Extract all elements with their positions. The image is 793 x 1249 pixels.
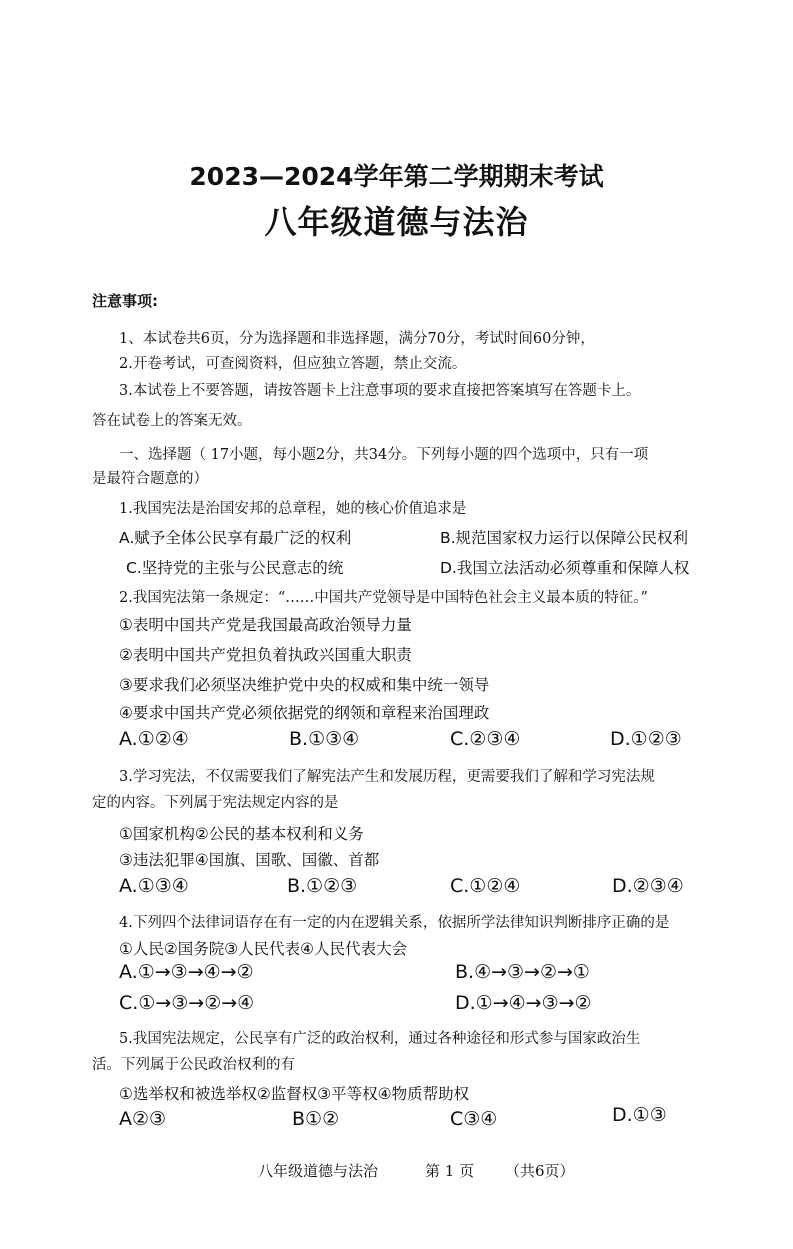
q1-option-a: A.赋予全体公民享有最广泛的权利 — [119, 529, 352, 547]
footer-page-number: 第 1 页 — [425, 1162, 475, 1180]
q4-option-c: C.①→③→②→④ — [119, 992, 255, 1014]
q5-option-b: B①② — [292, 1108, 340, 1130]
q3-option-a: A.①③④ — [119, 875, 189, 897]
q4-option-b: B.④→③→②→① — [455, 961, 590, 983]
q2-option-c: C.②③④ — [450, 728, 521, 750]
q2-item: ②表明中国共产党担负着执政兴国重大职责 — [119, 646, 412, 664]
q2-option-b: B.①③④ — [289, 728, 360, 750]
q3-option-d: D.②③④ — [612, 875, 684, 897]
footer-subject: 八年级道德与法治 — [258, 1162, 379, 1180]
notice-item: 1、本试卷共6页，分为选择题和非选择题，满分70分，考试时间60分钟， — [119, 331, 595, 347]
q3-option-c: C.①②④ — [450, 875, 521, 897]
question-1-stem: 1.我国宪法是治国安邦的总章程，她的核心价值追求是 — [119, 501, 467, 517]
notice-item: 答在试卷上的答案无效。 — [92, 413, 252, 429]
footer-total-pages: （共6页） — [505, 1162, 575, 1180]
q5-option-a: A②③ — [119, 1108, 167, 1130]
q3-item: ①国家机构②公民的基本权利和义务 — [119, 825, 364, 843]
q2-item: ③要求我们必须坚决维护党中央的权威和集中统一领导 — [119, 676, 490, 694]
q5-option-d: D.①③ — [612, 1104, 667, 1126]
notice-item: 2.开卷考试，可查阅资料，但应独立答题，禁止交流。 — [119, 356, 467, 372]
notice-item: 3.本试卷上不要答题，请按答题卡上注意事项的要求直接把答案填写在答题卡上。 — [119, 383, 641, 399]
q3-item: ③违法犯罪④国旗、国歌、国徽、首都 — [119, 851, 380, 869]
q1-option-b: B.规范国家权力运行以保障公民权利 — [440, 529, 689, 547]
q5-option-c: C③④ — [450, 1108, 498, 1130]
q2-item: ④要求中国共产党必须依据党的纲领和章程来治国理政 — [119, 704, 490, 722]
question-5-stem: 5.我国宪法规定，公民享有广泛的政治权利，通过各种途径和形式参与国家政治生 — [119, 1031, 641, 1047]
q2-item: ①表明中国共产党是我国最高政治领导力量 — [119, 616, 412, 634]
q4-items: ①人民②国务院③人民代表④人民代表大会 — [119, 940, 408, 958]
q2-option-a: A.①②④ — [119, 728, 189, 750]
subject-title: 八年级道德与法治 — [264, 203, 529, 241]
section-heading: 一、选择题（ 17小题，每小题2分，共34分。下列每小题的四个选项中，只有一项 — [119, 447, 649, 463]
q5-items: ①选举权和被选举权②监督权③平等权④物质帮助权 — [119, 1085, 470, 1103]
question-5-stem-cont: 活。下列属于公民政治权利的有 — [92, 1057, 295, 1073]
question-4-stem: 4.下列四个法律词语存在有一定的内在逻辑关系，依据所学法律知识判断排序正确的是 — [119, 915, 670, 931]
q3-option-b: B.①②③ — [287, 875, 358, 897]
q4-option-d: D.①→④→③→② — [455, 992, 592, 1014]
question-3-stem: 3.学习宪法，不仅需要我们了解宪法产生和发展历程，更需要我们了解和学习宪法规 — [119, 769, 655, 785]
q1-option-d: D.我国立法活动必须尊重和保障人权 — [440, 559, 690, 577]
q2-option-d: D.①②③ — [610, 728, 682, 750]
q4-option-a: A.①→③→④→② — [119, 961, 254, 983]
question-2-stem: 2.我国宪法第一条规定：“……中国共产党领导是中国特色社会主义最本质的特征。” — [119, 590, 648, 606]
exam-title: 2023—2024学年第二学期期末考试 — [189, 162, 604, 191]
question-3-stem-cont: 定的内容。下列属于宪法规定内容的是 — [92, 795, 339, 811]
notice-heading: 注意事项: — [92, 292, 158, 310]
section-heading-cont: 是最符合题意的） — [92, 471, 208, 487]
q1-option-c: C.坚持党的主张与公民意志的统 — [126, 559, 344, 577]
